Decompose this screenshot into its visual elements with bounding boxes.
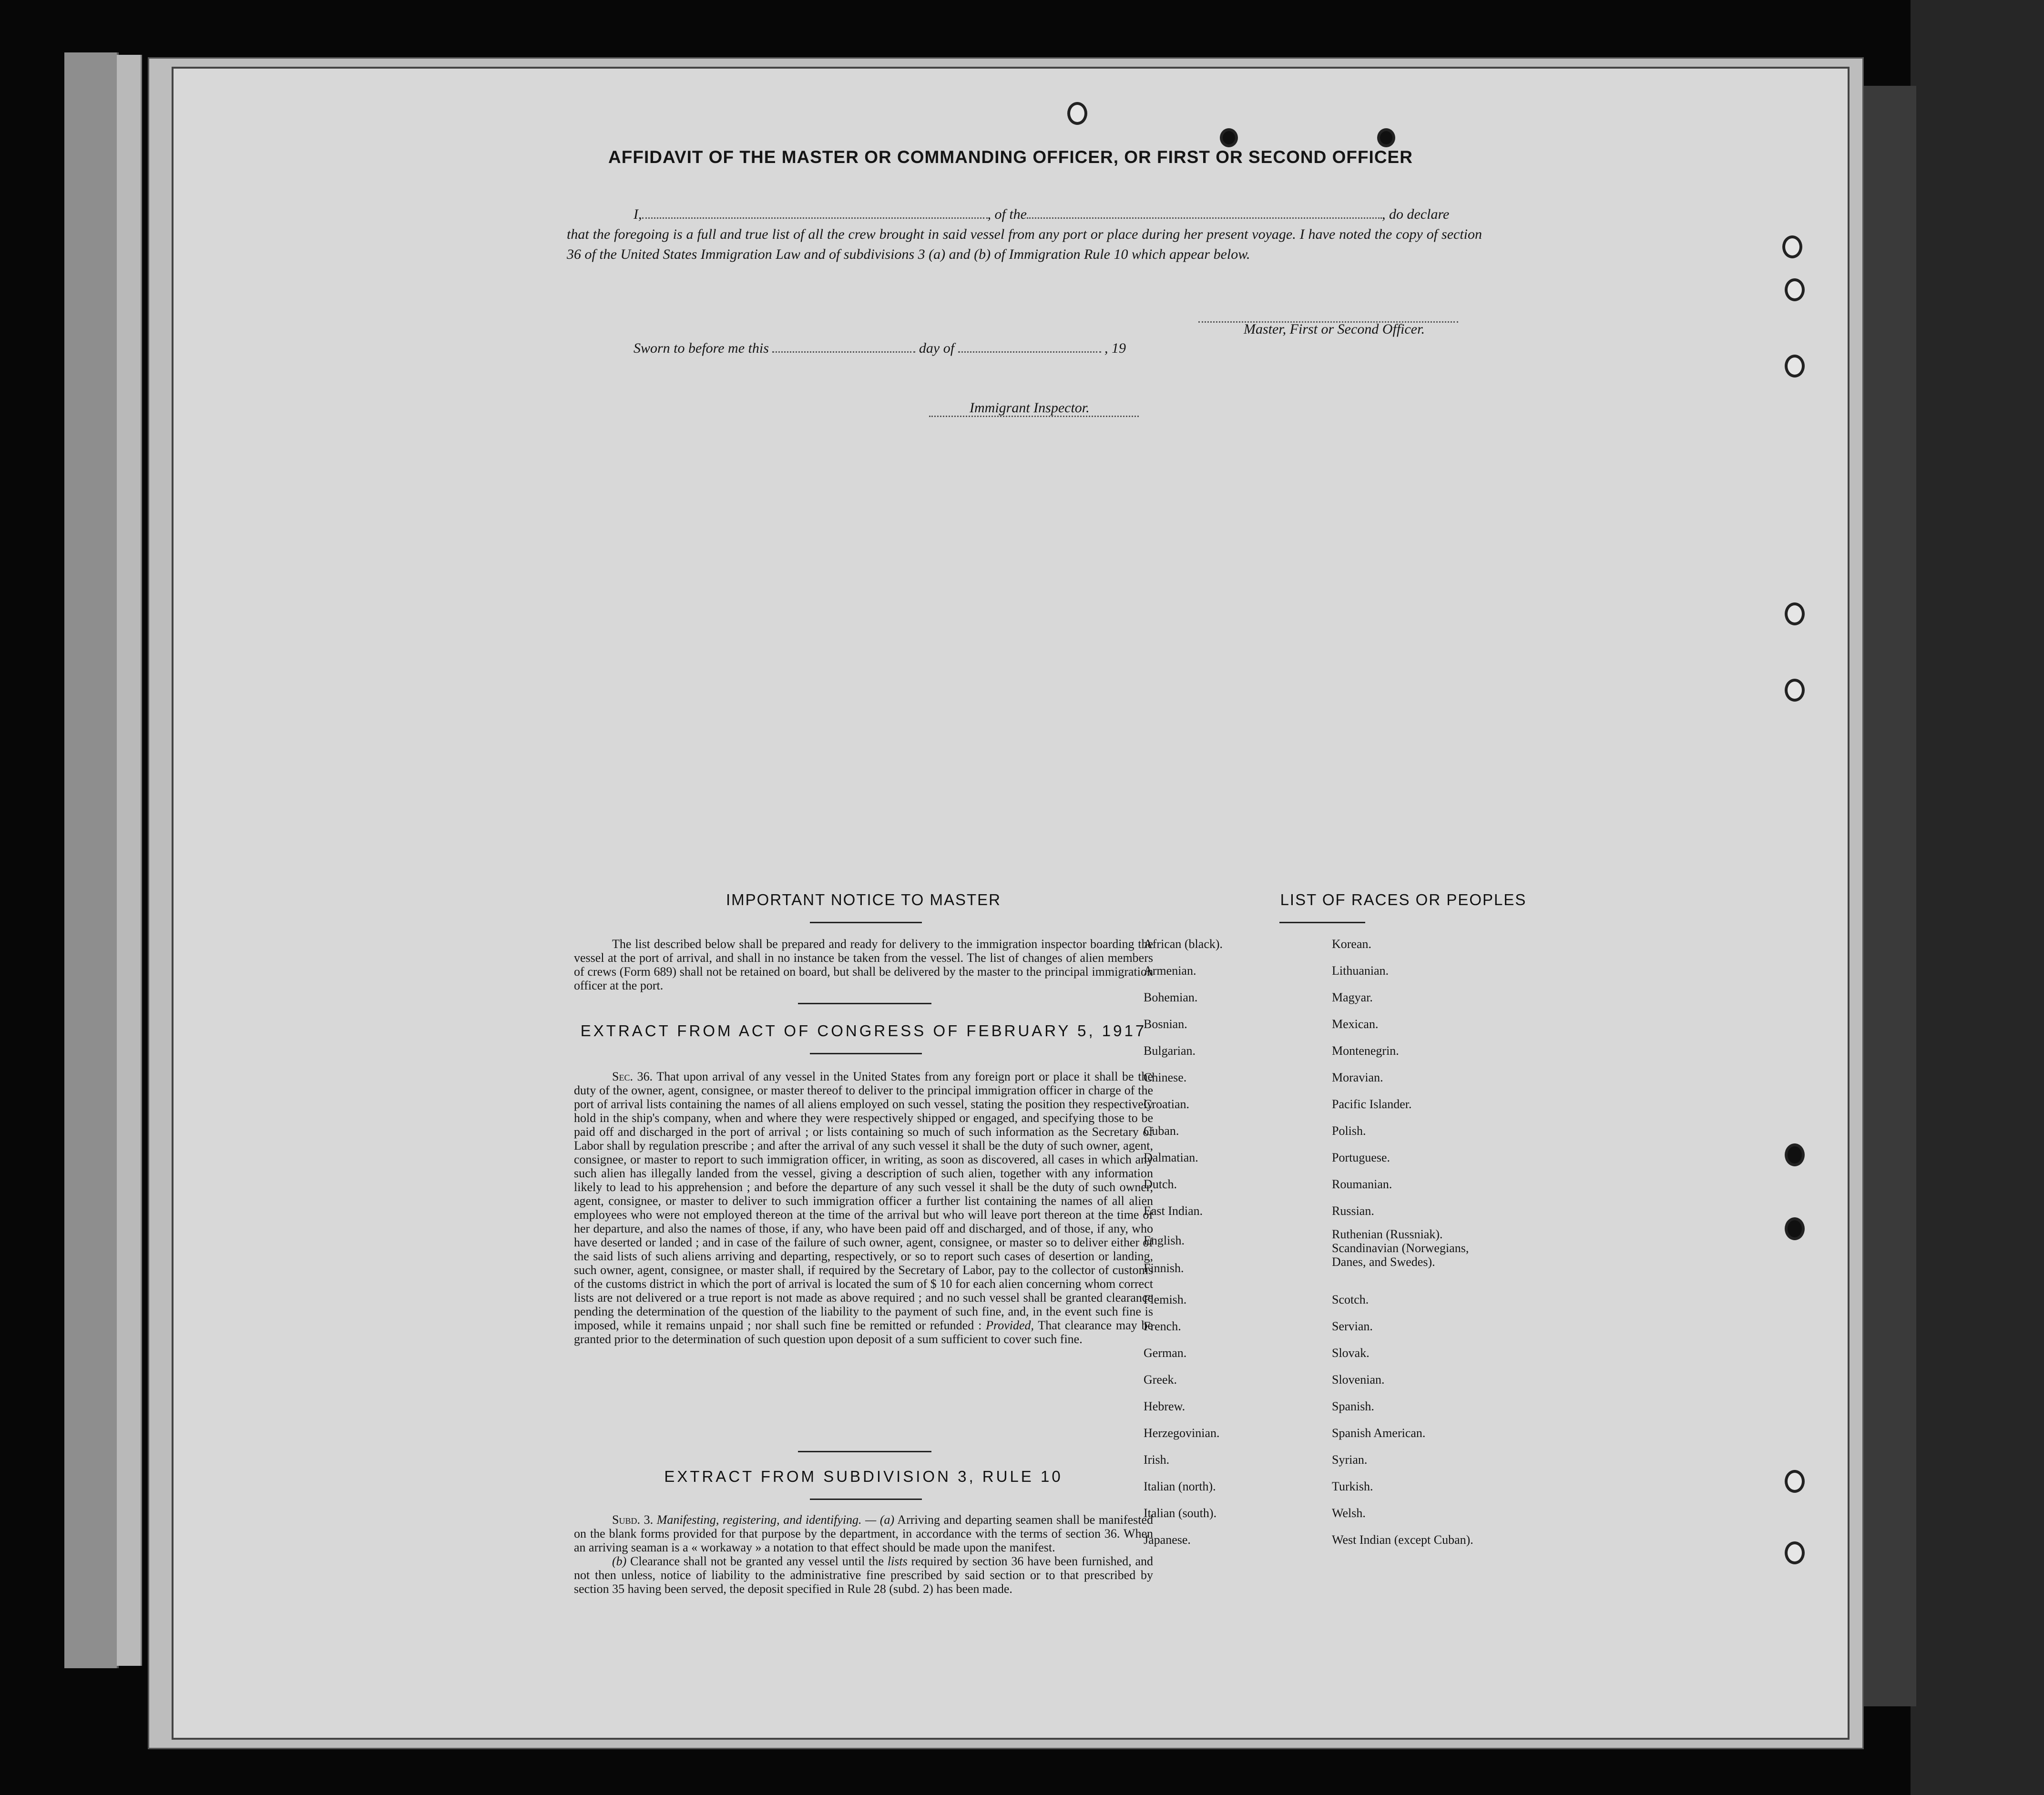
race-item: Danes, and Swedes). — [1332, 1255, 1435, 1269]
punch-hole — [1785, 278, 1805, 301]
manifest-back-page — [172, 67, 1850, 1740]
sworn-line — [634, 340, 1126, 357]
punch-hole — [1785, 1541, 1805, 1564]
race-item: German. — [1144, 1346, 1187, 1360]
inspector-label: Immigrant Inspector. — [970, 400, 1090, 416]
race-item: Italian (north). — [1144, 1479, 1216, 1493]
race-item: West Indian (except Cuban). — [1332, 1533, 1473, 1547]
divider — [810, 922, 922, 923]
para-a-mark: — (a) — [865, 1513, 895, 1527]
notice-title: IMPORTANT NOTICE TO MASTER — [726, 891, 1001, 908]
race-item: Slovak. — [1332, 1346, 1369, 1360]
race-item: Polish. — [1332, 1124, 1366, 1138]
affidavit-line-1 — [567, 204, 1482, 224]
race-item: Dutch. — [1144, 1177, 1177, 1191]
para-b-text-2: required by section 36 have been furnished, and not then unless, notice of liability to the administrative fine prescribed by said section or to that prescribed by section 35 having been served, the deposit specified in Rule 28 (subd. 2) has been made. — [574, 1554, 1154, 1596]
races-title: LIST OF RACES OR PEOPLES — [1280, 891, 1527, 908]
sworn-day-field[interactable] — [772, 351, 915, 353]
subd-title: Manifesting, registering, and identifying. — [656, 1513, 862, 1527]
paragraph-a — [574, 1513, 1153, 1554]
punch-hole — [1377, 128, 1395, 147]
race-item: Bulgarian. — [1144, 1044, 1196, 1058]
race-item: Flemish. — [1144, 1293, 1187, 1306]
race-item: Magyar. — [1332, 990, 1373, 1004]
notice-text: The list described below shall be prepared and ready for delivery to the immigration inspector boarding the vessel at the port of arrival, and shall in no instance be taken from the vessel. The list of changes of alien members of crews (Form 689) shall not be retained on board, but shall be delivered by the master to the principal immigration officer at the port. — [574, 937, 1153, 992]
race-item: Roumanian. — [1332, 1177, 1392, 1191]
punch-hole — [1785, 679, 1805, 702]
race-item: Lithuanian. — [1332, 964, 1389, 978]
race-item: Moravian. — [1332, 1071, 1383, 1084]
race-item: Montenegrin. — [1332, 1044, 1399, 1058]
race-item: Spanish American. — [1332, 1426, 1426, 1440]
master-signature-label: Master, First or Second Officer. — [1244, 321, 1425, 337]
race-item: Japanese. — [1144, 1533, 1191, 1547]
race-item: Scandinavian (Norwegians, — [1332, 1241, 1469, 1255]
extract-rule-title: EXTRACT FROM SUBDIVISION 3, RULE 10 — [664, 1468, 1063, 1485]
race-item: French. — [1144, 1319, 1181, 1333]
punch-hole — [1067, 102, 1087, 125]
race-item: Syrian. — [1332, 1453, 1368, 1467]
race-item: Spanish. — [1332, 1399, 1374, 1413]
sworn-month-field[interactable] — [958, 351, 1101, 353]
race-item: Turkish. — [1332, 1479, 1373, 1493]
para-b-mark: (b) — [612, 1554, 627, 1568]
race-item: Croatian. — [1144, 1097, 1190, 1111]
race-item: African (black). — [1144, 937, 1223, 951]
race-item: Servian. — [1332, 1319, 1373, 1333]
scan-background-right — [1911, 0, 2044, 1795]
underlying-sheet-edge — [64, 52, 119, 1668]
punch-hole — [1785, 1470, 1805, 1493]
vessel-name-field[interactable] — [1027, 217, 1382, 219]
punch-hole — [1785, 1143, 1805, 1166]
punch-hole — [1785, 355, 1805, 377]
race-item: Chinese. — [1144, 1071, 1187, 1084]
race-item: Dalmatian. — [1144, 1151, 1198, 1164]
affidavit-body: that the foregoing is a full and true list of all the crew brought in said vessel from any port or place during her present voyage. I have noted the copy of section 36 of the United States Immigration Law and of subdivisions 3 (a) and (b) of Immigration Rule 10 which appear below. — [567, 226, 1482, 262]
race-item: Ruthenian (Russniak). — [1332, 1227, 1443, 1241]
sworn-label: Sworn to before me this — [634, 340, 769, 356]
section-36-text-end: That clearance may be granted prior to the determination of such question upon deposit of a sum sufficient to cover such fine. — [574, 1318, 1154, 1346]
race-item: Hebrew. — [1144, 1399, 1186, 1413]
affidavit-text — [567, 204, 1482, 265]
race-item: Welsh. — [1332, 1506, 1366, 1520]
affidavit-of-the-label: , of the — [987, 206, 1027, 222]
race-item: Pacific Islander. — [1332, 1097, 1412, 1111]
divider — [798, 1451, 931, 1452]
binder-strip — [1864, 86, 1916, 1706]
extract-rule-text — [574, 1513, 1153, 1596]
race-item: Scotch. — [1332, 1293, 1369, 1306]
section-36-text: That upon arrival of any vessel in the United States from any foreign port or place it shall be the duty of the owner, agent, consignee, or master thereof to deliver to the principal immigration officer in charge of the port of arrival lists containing the names of all aliens employed on such vessel, stating the position they respectively hold in the ship's company, when and where they were respectively shipped or engaged, and specifying those to be paid off and discharged in the port of arrival ; or lists containing so much of such information as the Secretary of Labor shall by regulation prescribe ; and after the arrival of any such vessel it shall be the duty of such owner, agent, consignee, or master to report to such immigration officer, in writing, as soon as discovered, all cases in which any such alien has illegally landed from the vessel, giving a description of such alien, together with any information likely to lead to his apprehension ; and before the departure of any such vessel it shall be the duty of such owner, agent, consignee, or master to deliver to such immigration officer a further list containing the names of all alien employees who were not employed thereon at the time of the arrival but who will leave port thereon at the time of her departure, and also the names of those, if any, who have been paid off and discharged, and of those, if any, who have deserted or landed ; and in case of the failure of such owner, agent, consignee, or master so to deliver either of the said lists of such aliens arriving and departing, respectively, or so to report such cases of desertion or landing, such owner, agent, consignee, or master shall, if required by the Secretary of Labor, pay to the collector of customs of the customs district in which the port of arrival is located the sum of $ 10 for each alien concerning whom correct lists are not delivered or a true report is not made as above required ; and no such vessel shall be granted clearance pending the determination of the question of the liability to the payment of such fine, and, in the event such fine is imposed, while it remains unpaid ; nor shall such fine be remitted or refunded : — [574, 1070, 1154, 1332]
race-item: English. — [1144, 1234, 1185, 1247]
race-item: East Indian. — [1144, 1204, 1203, 1218]
race-item: Slovenian. — [1332, 1373, 1385, 1387]
race-item: Mexican. — [1332, 1017, 1379, 1031]
race-item: Portuguese. — [1332, 1151, 1390, 1164]
day-of-label: day of — [919, 340, 955, 356]
para-b-lists: lists — [887, 1554, 908, 1568]
affidavit-title: AFFIDAVIT OF THE MASTER OR COMMANDING OFFICER, OR FIRST OR SECOND OFFICER — [608, 147, 1413, 167]
race-item: Bohemian. — [1144, 990, 1198, 1004]
punch-hole — [1785, 602, 1805, 625]
provided-label: Provided, — [986, 1318, 1034, 1332]
divider — [1279, 922, 1365, 923]
divider — [810, 1053, 922, 1054]
divider — [810, 1499, 922, 1500]
para-a-text: Arriving and departing seamen shall be manifested on the blank forms provided for that purpose by the department, in accordance with the terms of section 36. When an arriving seaman is a « workaway » a notation to that effect should be made upon the manifest. — [574, 1513, 1153, 1554]
extract-act-text — [574, 1070, 1153, 1346]
race-item: Russian. — [1332, 1204, 1374, 1218]
race-item: Herzegovinian. — [1144, 1426, 1220, 1440]
race-item: Irish. — [1144, 1453, 1170, 1467]
para-b-text-1: Clearance shall not be granted any vessel until the — [630, 1554, 884, 1568]
extract-act-title: EXTRACT FROM ACT OF CONGRESS OF FEBRUARY 5, 1917 — [580, 1022, 1147, 1040]
race-item: Bosnian. — [1144, 1017, 1187, 1031]
year-label: , 19 — [1104, 340, 1126, 356]
race-item: Cuban. — [1144, 1124, 1179, 1138]
punch-hole — [1785, 1217, 1805, 1240]
affidavit-i-label: I, — [634, 206, 642, 222]
race-item: Finnish. — [1144, 1261, 1184, 1275]
underlying-sheet-edge-inner — [117, 55, 142, 1666]
master-name-field[interactable] — [642, 217, 988, 219]
section-label: Sec. 36. — [612, 1070, 653, 1083]
race-item: Italian (south). — [1144, 1506, 1217, 1520]
race-item: Greek. — [1144, 1373, 1177, 1387]
affidavit-declare-label: , do declare — [1382, 206, 1450, 222]
punch-hole — [1220, 128, 1238, 147]
subd-label: Subd. 3. — [612, 1513, 654, 1527]
punch-hole — [1782, 235, 1802, 258]
divider — [798, 1003, 931, 1004]
paragraph-b — [574, 1554, 1153, 1596]
race-item: Armenian. — [1144, 964, 1196, 978]
race-item: Korean. — [1332, 937, 1372, 951]
